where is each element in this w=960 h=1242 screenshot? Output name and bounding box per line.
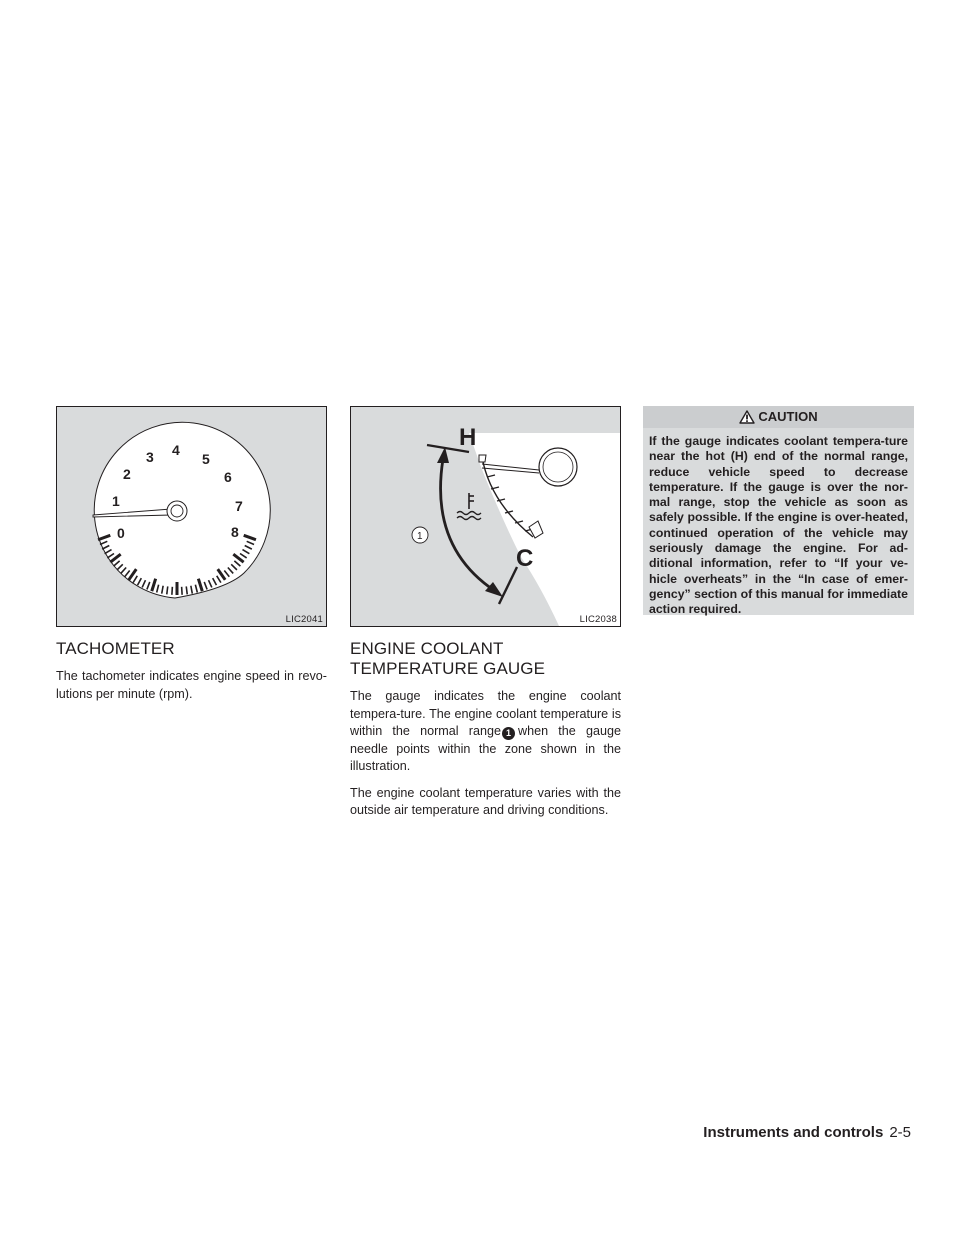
- dial-number-6: 6: [224, 469, 232, 485]
- coolant-gauge-illustration: [351, 407, 620, 626]
- dial-number-1: 1: [112, 493, 120, 509]
- paragraph-text: when the gauge needle points within the zone shown in the illustration.: [350, 724, 621, 773]
- paragraph: [350, 688, 621, 776]
- caution-heading: [643, 406, 914, 428]
- tachometer-figure: [56, 406, 327, 627]
- dial-number-3: 3: [146, 449, 154, 465]
- tachometer-section: [56, 406, 327, 703]
- dial-number-4: 4: [172, 442, 180, 458]
- caution-section: [643, 406, 914, 615]
- range-bottom-bar: [499, 567, 517, 604]
- page-footer: [703, 1124, 911, 1141]
- coolant-gauge-figure: [350, 406, 621, 627]
- figure-code: LIC2038: [579, 614, 617, 625]
- gauge-hub: [539, 448, 577, 486]
- section-title: ENGINE COOLANT TEMPERATURE GAUGE: [350, 639, 546, 678]
- hot-end-mark: [479, 455, 486, 462]
- callout-marker: 1: [502, 727, 515, 740]
- dial-number-7: 7: [235, 498, 243, 514]
- tachometer-hub-inner: [171, 505, 183, 517]
- paragraph: The engine coolant temperature varies with the outside air temperature and driving conditions.: [350, 785, 621, 817]
- tachometer-illustration: [57, 407, 326, 626]
- caution-box: [643, 406, 914, 615]
- cold-label: C: [516, 545, 534, 572]
- paragraph-text: The gauge indicates the engine coolant tempera-ture. The engine coolant temperature is within the normal range: [350, 689, 621, 738]
- section-title: TACHOMETER: [56, 639, 175, 658]
- figure-code: LIC2041: [285, 614, 323, 625]
- dial-number-8: 8: [231, 524, 239, 540]
- caution-title: CAUTION: [758, 409, 818, 424]
- coolant-temperature-icon: [457, 493, 481, 520]
- paragraph: The tachometer indicates engine speed in revo-lutions per minute (rpm).: [56, 669, 327, 701]
- dial-number-0: 0: [117, 525, 125, 541]
- page-number: 2-5: [889, 1124, 911, 1141]
- dial-number-2: 2: [123, 466, 131, 482]
- dial-number-5: 5: [202, 451, 210, 467]
- hot-label: H: [459, 424, 477, 451]
- caution-text: If the gauge indicates coolant tempera-ture near the hot (H) end of the normal range, reduce vehicle speed to decrease temperature. If the gauge is over the nor-mal range, stop the vehicle as soon as safely possible. If the engine is over-heated, continued operation of the vehicle may seriously damage the engine. For ad-ditional information, refer to “If your ve-hicle overheats” in the “In case of emer-gency” section of this manual for immediate action required.: [649, 434, 908, 617]
- coolant-gauge-section: [350, 406, 621, 820]
- warning-icon: [739, 410, 755, 424]
- dial-tick: [186, 586, 187, 594]
- section-name: Instruments and controls: [703, 1124, 884, 1141]
- dial-tick: [167, 586, 168, 594]
- range-callout-number: 1: [417, 531, 423, 542]
